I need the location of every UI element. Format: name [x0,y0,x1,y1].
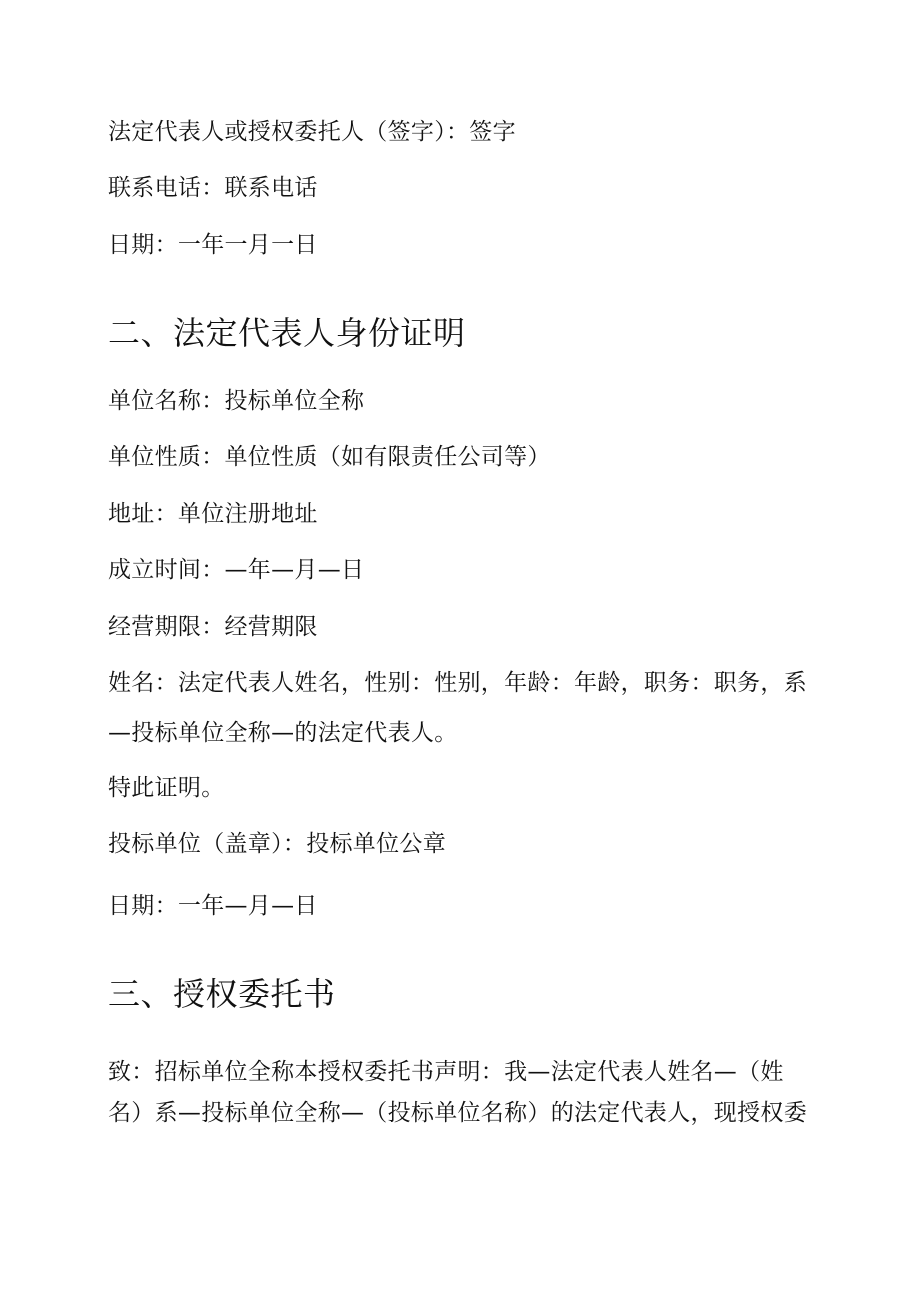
date-line: 日期：一年一月一日 [108,232,318,258]
phone-line: 联系电话：联系电话 [108,175,318,201]
signature-line: 法定代表人或授权委托人（签字）：签字 [108,119,516,145]
unit-nature-line: 单位性质：单位性质（如有限责任公司等） [108,444,551,470]
person-info-line-2: —投标单位全称—的法定代表人。 [108,720,458,746]
term-line: 经营期限：经营期限 [108,614,318,640]
person-info-line-1: 姓名：法定代表人姓名，性别：性别，年龄：年龄，职务：职务，系 [108,670,807,696]
established-line: 成立时间：—年—月—日 [108,557,365,583]
certify-line: 特此证明。 [108,775,225,801]
address-line: 地址：单位注册地址 [108,501,318,527]
section2-date-line: 日期：一年—月—日 [108,893,318,919]
attorney-body-line-2: 名）系—投标单位全称—（投标单位名称）的法定代表人，现授权委 [108,1100,807,1126]
unit-name-line: 单位名称：投标单位全称 [108,388,365,414]
seal-line: 投标单位（盖章）：投标单位公章 [108,831,446,857]
section-heading-power-of-attorney: 三、授权委托书 [108,975,336,1013]
section-heading-legal-rep-certificate: 二、法定代表人身份证明 [108,314,466,352]
attorney-body-line-1: 致：招标单位全称本授权委托书声明：我—法定代表人姓名—（姓 [108,1059,784,1085]
